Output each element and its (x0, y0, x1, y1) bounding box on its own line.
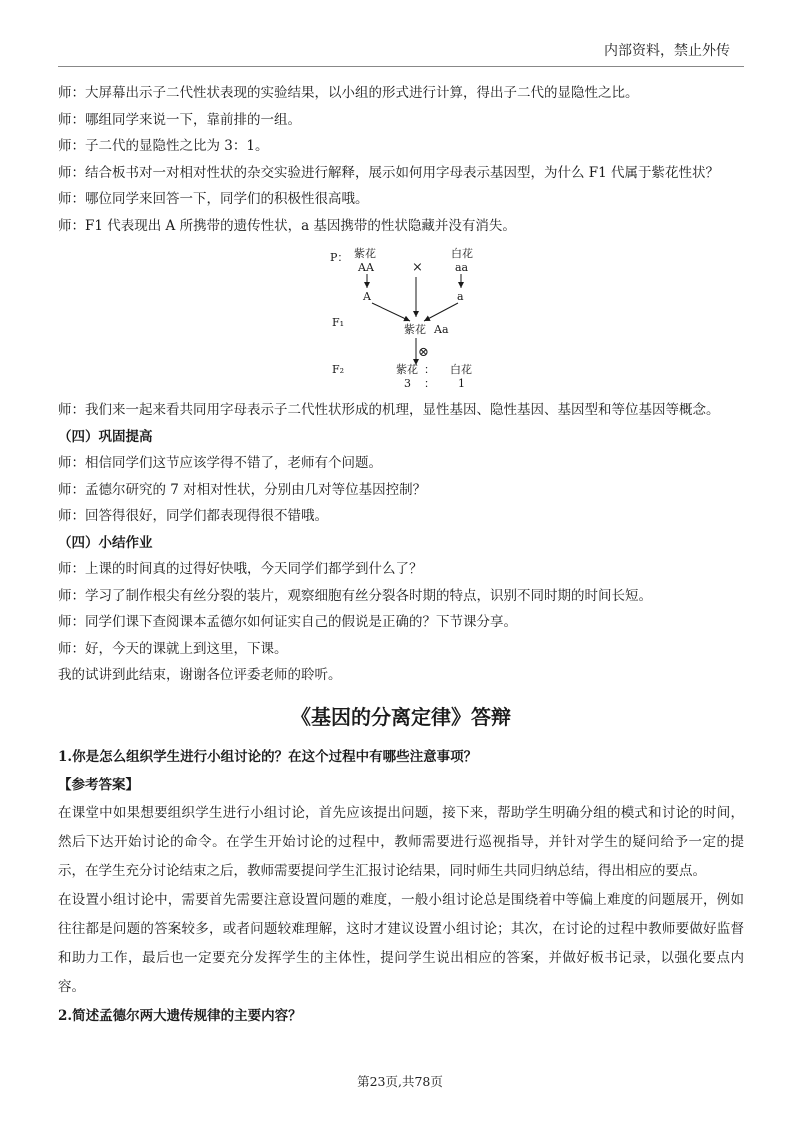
section-heading: （四）小结作业 (58, 534, 153, 551)
answer-paragraph-2: 在设置小组讨论中，需要首先需要注意设置问题的难度，一般小组讨论总是围绕着中等偏上难度的问题展开，例如往往都是问题的答案较多，或者问题较难理解，这时才建议设置小组讨论；其次，在讨论的过程中教师要做好监督和助力工作，最后也一定要充分发挥学生的主体性，提问学生说出相应的答案，并做好板书记录，以强化要点内容。 (58, 891, 744, 995)
cross-symbol: × (412, 260, 423, 275)
dialogue-line: 师：子二代的显隐性之比为 3：1。 (58, 138, 269, 154)
f1-phenotype: 紫花 (404, 323, 426, 336)
parent2-gamete: a (457, 290, 464, 303)
f1-genotype: Aa (434, 323, 449, 336)
dialogue-line: 师：相信同学们这节应该学得不错了，老师有个问题。 (58, 455, 382, 471)
parent1-genotype: AA (358, 261, 374, 274)
parent1-gamete: A (363, 290, 371, 303)
parent2-phenotype: 白花 (451, 247, 473, 260)
dialogue-line: 师：结合板书对一对相对性状的杂交实验进行解释，展示如何用字母表示基因型，为什么 F1 代属于紫花性状？ (58, 164, 720, 181)
f2-ratio-left: 3 (404, 377, 411, 390)
cross-diagram-svg (58, 243, 744, 393)
defense-title: 《基因的分离定律》答辩 (291, 704, 511, 729)
self-cross-symbol: ⊗ (418, 345, 429, 360)
parent2-genotype: aa (455, 261, 469, 274)
f2-colon: ： (424, 363, 435, 376)
page-number: 第23页,共78页 (357, 1074, 443, 1089)
gamete-A-arrow (372, 303, 410, 321)
dialogue-line: 师：哪组同学来说一下，靠前排的一组。 (58, 111, 301, 128)
answer-label: 【参考答案】 (58, 776, 139, 793)
dialogue-line: 师：同学们课下查阅课本孟德尔如何证实自己的假说是正确的？下节课分享。 (58, 614, 517, 630)
dialogue-line: 师：哪位同学来回答一下，同学们的积极性很高哦。 (58, 191, 369, 207)
f2-dominant-phenotype: 紫花 (396, 363, 418, 376)
f2-ratio-right: 1 (458, 377, 465, 390)
question-2: 2.简述孟德尔两大遗传规律的主要内容？ (58, 1007, 302, 1024)
dialogue-line: 师：孟德尔研究的 7 对相对性状，分别由几对等位基因控制？ (58, 481, 427, 498)
header-divider (58, 66, 744, 67)
confidential-header: 内部资料，禁止外传 (604, 43, 730, 59)
dialogue-line: 我的试讲到此结束，谢谢各位评委老师的聆听。 (58, 667, 342, 683)
genetic-cross-diagram (58, 243, 744, 393)
dialogue-line: 师：我们来一起来看共同用字母表示子二代性状形成的机理，显性基因、隐性基因、基因型和等位基因等概念。 (58, 402, 720, 418)
question-1: 1.你是怎么组织学生进行小组讨论的？在这个过程中有哪些注意事项？ (58, 748, 478, 765)
f2-generation-label: F₂ (332, 363, 345, 376)
section-heading: （四）巩固提高 (58, 428, 153, 445)
p-generation-label: P： (330, 251, 349, 264)
dialogue-line: 师：学习了制作根尖有丝分裂的装片，观察细胞有丝分裂各时期的特点，识别不同时期的时间长短。 (58, 587, 652, 604)
dialogue-line: 师：F1 代表现出 A 所携带的遗传性状，a 基因携带的性状隐藏并没有消失。 (58, 217, 516, 234)
f2-ratio-colon: ： (424, 377, 435, 390)
f1-generation-label: F₁ (332, 316, 345, 329)
dialogue-line: 师：上课的时间真的过得好快哦，今天同学们都学到什么了？ (58, 561, 423, 577)
answer-paragraph-1: 在课堂中如果想要组织学生进行小组讨论，首先应该提出问题，接下来，帮助学生明确分组的模式和讨论的时间，然后下达开始讨论的命令。在学生开始讨论的过程中，教师需要进行巡视指导，并针对学生的疑问给予一定的提示，在学生充分讨论结束之后，教师需要提问学生汇报讨论结果，同时师生共同归纳总结，得出相应的要点。 (58, 804, 744, 879)
parent1-phenotype: 紫花 (354, 247, 376, 260)
f2-recessive-phenotype: 白花 (450, 363, 472, 376)
gamete-a-arrow (424, 303, 458, 321)
dialogue-line: 师：大屏幕出示子二代性状表现的实验结果，以小组的形式进行计算，得出子二代的显隐性之比。 (58, 85, 639, 101)
dialogue-line: 师：回答得很好，同学们都表现得很不错哦。 (58, 508, 328, 524)
page-content (58, 80, 744, 1030)
dialogue-line: 师：好，今天的课就上到这里，下课。 (58, 640, 288, 657)
